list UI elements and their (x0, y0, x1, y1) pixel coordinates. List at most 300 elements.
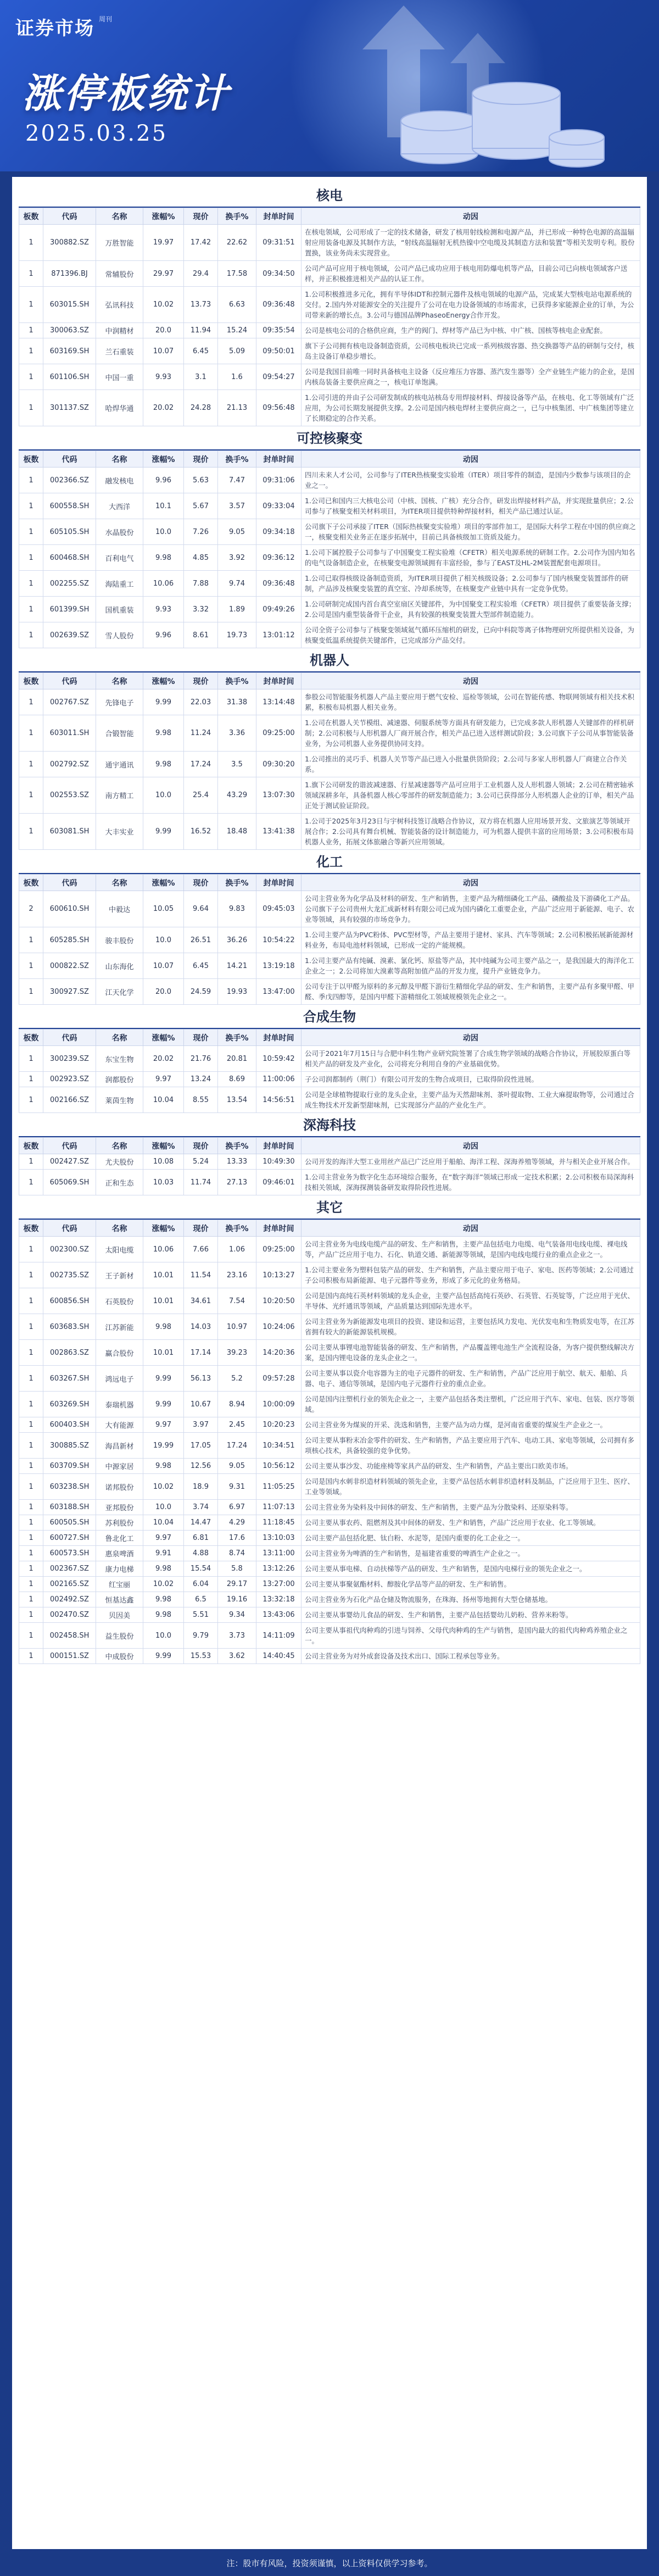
cell-name: 润都股份 (96, 1072, 143, 1087)
cell-time: 13:01:12 (256, 622, 301, 648)
cell-pct: 9.97 (143, 1072, 184, 1087)
column-header: 板数 (19, 208, 43, 225)
table-row (19, 953, 640, 979)
cell-time: 09:25:00 (256, 715, 301, 752)
column-header: 涨幅% (143, 673, 184, 689)
cell-name: 水晶股份 (96, 519, 143, 545)
cell-boards: 1 (19, 777, 43, 814)
cell-price: 26.51 (184, 927, 218, 953)
cell-price: 6.81 (184, 1531, 218, 1546)
cell-pct: 10.0 (143, 1500, 184, 1515)
cell-pct: 10.02 (143, 1577, 184, 1592)
cell-code: 002255.SZ (43, 571, 96, 597)
cell-pct: 10.06 (143, 1237, 184, 1262)
column-header: 封单时间 (256, 451, 301, 468)
column-header: 代码 (43, 208, 96, 225)
column-header: 名称 (96, 208, 143, 225)
cell-name: 亚邦股份 (96, 1500, 143, 1515)
column-header: 现价 (184, 1138, 218, 1154)
column-header: 名称 (96, 875, 143, 891)
cell-reason: 1.公司推出的灵巧手、机器人关节等产品已进入小批量供货阶段；2.公司与多家人形机器人厂商建立合作关系。 (301, 752, 640, 777)
cell-time: 09:56:48 (256, 390, 301, 426)
cell-time: 09:31:06 (256, 468, 301, 493)
table-row (19, 1154, 640, 1170)
cell-boards: 1 (19, 597, 43, 622)
cell-name: 益生股份 (96, 1623, 143, 1649)
cell-turnover: 6.63 (218, 287, 256, 323)
cell-pct: 9.98 (143, 1561, 184, 1577)
table-row (19, 814, 640, 850)
brand (15, 13, 113, 40)
column-header: 动因 (301, 1030, 640, 1046)
table-row (19, 468, 640, 493)
cell-name: 鲁北化工 (96, 1531, 143, 1546)
cell-code: 002492.SZ (43, 1592, 96, 1607)
cell-boards: 1 (19, 1649, 43, 1664)
table-row (19, 1515, 640, 1531)
cell-reason: 公司专注于以甲醛为原料的多元醇及甲醛下游衍生精细化学品的研发、生产和销售，主要产品有多聚甲醛、甲醛、季戊四醇等，是国内甲醛下游精细化工领域规模领先企业之一。 (301, 979, 640, 1005)
cell-reason: 1.公司下属控股子公司参与了中国聚变工程实验堆（CFETR）相关电源系统的研制工作。2.公司作为国内知名的电气设备制造企业，在核聚变电源领域拥有丰富经验，参与了EAST及HL-2M装置配套电源项目。 (301, 545, 640, 571)
cell-code: 002735.SZ (43, 1262, 96, 1288)
cell-name: 融发核电 (96, 468, 143, 493)
cell-turnover: 5.2 (218, 1366, 256, 1392)
cell-boards: 1 (19, 1340, 43, 1366)
cell-pct: 9.99 (143, 689, 184, 715)
cell-name: 中润精材 (96, 323, 143, 338)
section-title: 其它 (19, 1195, 640, 1220)
cell-name: 东宝生物 (96, 1046, 143, 1072)
stock-table (19, 672, 640, 850)
cell-price: 34.61 (184, 1288, 218, 1314)
column-header: 名称 (96, 1220, 143, 1237)
cell-boards: 1 (19, 571, 43, 597)
cell-reason: 公司是国内高纯石英材料领域的龙头企业，主要产品包括高纯石英砂、石英管、石英锭等，广泛应用于光伏、半导体、光纤通讯等领域，产品质量达到国际先进水平。 (301, 1288, 640, 1314)
cell-boards: 1 (19, 1515, 43, 1531)
cell-pct: 19.99 (143, 1433, 184, 1459)
cell-name: 中源家居 (96, 1459, 143, 1474)
cell-name: 泰瑞机器 (96, 1392, 143, 1417)
table-row (19, 1623, 640, 1649)
cell-code: 000151.SZ (43, 1649, 96, 1664)
cell-price: 9.79 (184, 1623, 218, 1649)
cell-price: 11.24 (184, 715, 218, 752)
cell-reason: 公司主营业务为对外成套设备及技术出口、国际工程承包等业务。 (301, 1649, 640, 1664)
cell-time: 09:45:03 (256, 891, 301, 927)
column-header: 板数 (19, 1220, 43, 1237)
table-row (19, 390, 640, 426)
cell-code: 600403.SH (43, 1417, 96, 1433)
cell-boards: 1 (19, 1417, 43, 1433)
cell-name: 尤夫股份 (96, 1154, 143, 1170)
cell-turnover: 13.54 (218, 1087, 256, 1113)
cell-time: 13:41:38 (256, 814, 301, 850)
column-header: 换手% (218, 673, 256, 689)
cell-turnover: 14.21 (218, 953, 256, 979)
cell-turnover: 31.38 (218, 689, 256, 715)
section-title: 化工 (19, 850, 640, 874)
cell-code: 601106.SH (43, 364, 96, 390)
cell-price: 18.9 (184, 1474, 218, 1500)
cell-name: 常辅股份 (96, 261, 143, 287)
cell-reason: 公司主要从事农药、阻燃剂及其中间体的研发、生产和销售，产品广泛应用于农业、化工等领域。 (301, 1515, 640, 1531)
cell-name: 通宇通讯 (96, 752, 143, 777)
cell-code: 605105.SH (43, 519, 96, 545)
cell-reason: 公司主营业务为电线电缆产品的研发、生产和销售，主要产品包括电力电缆、电气装备用电线电缆、裸电线等，产品广泛应用于电力、石化、轨道交通、新能源等领域，是国内电线电缆行业的重点企业之一。 (301, 1237, 640, 1262)
cell-code: 600573.SH (43, 1546, 96, 1561)
cell-code: 600558.SH (43, 493, 96, 519)
cell-turnover: 18.48 (218, 814, 256, 850)
cell-reason: 公司是国内注塑机行业的领先企业之一，主要产品包括各类注塑机，广泛应用于汽车、家电、包装、医疗等领域。 (301, 1392, 640, 1417)
table-row (19, 571, 640, 597)
cell-turnover: 17.58 (218, 261, 256, 287)
cell-boards: 1 (19, 390, 43, 426)
cell-pct: 10.07 (143, 338, 184, 364)
cell-boards: 2 (19, 891, 43, 927)
cell-time: 13:12:26 (256, 1561, 301, 1577)
cell-time: 13:07:30 (256, 777, 301, 814)
brand-name: 证券市场 (15, 18, 94, 40)
column-header: 涨幅% (143, 208, 184, 225)
stock-table (19, 1220, 640, 1664)
cell-pct: 9.99 (143, 1649, 184, 1664)
cell-turnover: 6.97 (218, 1500, 256, 1515)
table-header-row (19, 673, 640, 689)
cell-boards: 1 (19, 1592, 43, 1607)
cell-code: 002165.SZ (43, 1577, 96, 1592)
cell-boards: 1 (19, 1154, 43, 1170)
cell-name: 万胜智能 (96, 225, 143, 261)
cell-turnover: 5.09 (218, 338, 256, 364)
cell-pct: 9.98 (143, 1314, 184, 1340)
cell-code: 002767.SZ (43, 689, 96, 715)
column-header: 板数 (19, 875, 43, 891)
column-header: 动因 (301, 1138, 640, 1154)
cell-price: 25.4 (184, 777, 218, 814)
section-title: 可控核聚变 (19, 426, 640, 450)
cell-reason: 1.公司主要产品有纯碱、溴素、氯化钙、原盐等产品，其中纯碱为公司主要产品之一，是我国最大的海洋化工企业之一；2.公司将加大溴素等高附加值产品的开发力度，提升产业链竞争力。 (301, 953, 640, 979)
cell-price: 11.74 (184, 1170, 218, 1195)
cell-turnover: 23.16 (218, 1262, 256, 1288)
cell-price: 4.88 (184, 1546, 218, 1561)
cell-turnover: 43.29 (218, 777, 256, 814)
cell-pct: 10.04 (143, 1515, 184, 1531)
table-row (19, 597, 640, 622)
cell-code: 603238.SH (43, 1474, 96, 1500)
cell-pct: 9.91 (143, 1546, 184, 1561)
cell-price: 8.61 (184, 622, 218, 648)
cell-reason: 公司开发的海洋大型工业用丝产品已广泛应用于船舶、海洋工程、深海养殖等领域，并与相关企业开展合作。 (301, 1154, 640, 1170)
cell-name: 苏利股份 (96, 1515, 143, 1531)
cell-reason: 1.公司引进的并由子公司研发制成的核电站核岛专用焊接材料、焊接设备等产品，在核电、化工等领域有广泛应用，为公司长期发展提供支撑。2.公司是国内核电焊材主要供应商之一，已与中核集团、中广核集团等建立了长期稳定的合作关系。 (301, 390, 640, 426)
cell-price: 15.54 (184, 1561, 218, 1577)
cell-code: 601399.SH (43, 597, 96, 622)
cell-turnover: 27.13 (218, 1170, 256, 1195)
column-header: 代码 (43, 875, 96, 891)
cell-price: 10.67 (184, 1392, 218, 1417)
cell-turnover: 9.05 (218, 1459, 256, 1474)
cell-price: 15.53 (184, 1649, 218, 1664)
cell-name: 大有能源 (96, 1417, 143, 1433)
cell-boards: 1 (19, 1433, 43, 1459)
cell-time: 09:31:51 (256, 225, 301, 261)
cell-turnover: 9.34 (218, 1607, 256, 1623)
cell-name: 雪人股份 (96, 622, 143, 648)
table-row (19, 1649, 640, 1664)
cell-boards: 1 (19, 1459, 43, 1474)
cell-code: 002458.SH (43, 1623, 96, 1649)
cell-pct: 9.98 (143, 752, 184, 777)
cell-pct: 9.97 (143, 1531, 184, 1546)
table-row (19, 1459, 640, 1474)
cell-code: 300239.SZ (43, 1046, 96, 1072)
cell-pct: 20.0 (143, 323, 184, 338)
table-row (19, 1433, 640, 1459)
cell-reason: 公司主营业务为染料及中间体的研发、生产和销售，主要产品为分散染料、还原染料等。 (301, 1500, 640, 1515)
cell-reason: 1.公司主营业务为数字化生态环境综合服务，在“数字海洋”领域已形成一定技术积累；2.公司积极布局深海科技相关领域，深海探测装备研发取得阶段性进展。 (301, 1170, 640, 1195)
column-header: 现价 (184, 875, 218, 891)
cell-time: 13:14:48 (256, 689, 301, 715)
cell-time: 09:34:18 (256, 519, 301, 545)
cell-time: 14:56:51 (256, 1087, 301, 1113)
cell-pct: 10.07 (143, 953, 184, 979)
cell-boards: 1 (19, 1561, 43, 1577)
table-row (19, 1262, 640, 1288)
cell-turnover: 19.73 (218, 622, 256, 648)
column-header: 代码 (43, 451, 96, 468)
cell-time: 10:20:50 (256, 1288, 301, 1314)
cell-pct: 10.02 (143, 1474, 184, 1500)
cell-turnover: 22.62 (218, 225, 256, 261)
cell-boards: 1 (19, 225, 43, 261)
cell-pct: 20.0 (143, 979, 184, 1005)
cell-time: 09:36:48 (256, 571, 301, 597)
table-row (19, 1500, 640, 1515)
cell-price: 3.1 (184, 364, 218, 390)
cell-boards: 1 (19, 338, 43, 364)
cell-code: 300885.SZ (43, 1433, 96, 1459)
cell-time: 10:56:12 (256, 1459, 301, 1474)
cell-turnover: 9.05 (218, 519, 256, 545)
cell-reason: 公司主营业务为啤酒的生产和销售，是福建省重要的啤酒生产企业之一。 (301, 1546, 640, 1561)
column-header: 板数 (19, 1138, 43, 1154)
page-title: 涨停板统计 (22, 70, 231, 116)
column-header: 代码 (43, 1138, 96, 1154)
section-title: 深海科技 (19, 1113, 640, 1137)
cell-pct: 9.98 (143, 545, 184, 571)
column-header: 现价 (184, 1030, 218, 1046)
cell-pct: 9.98 (143, 1607, 184, 1623)
cell-time: 13:43:06 (256, 1607, 301, 1623)
cell-boards: 1 (19, 1531, 43, 1546)
cell-pct: 9.93 (143, 597, 184, 622)
cell-name: 大丰实业 (96, 814, 143, 850)
cell-pct: 20.02 (143, 1046, 184, 1072)
cell-boards: 1 (19, 752, 43, 777)
column-header: 名称 (96, 1030, 143, 1046)
cell-code: 002300.SZ (43, 1237, 96, 1262)
cell-turnover: 20.81 (218, 1046, 256, 1072)
footer-note: 注：股市有风险，投资须谨慎，以上资料仅供学习参考。 (226, 2558, 433, 2568)
cell-name: 山东海化 (96, 953, 143, 979)
table-row (19, 1577, 640, 1592)
cell-code: 603015.SH (43, 287, 96, 323)
cell-name: 国机重装 (96, 597, 143, 622)
stock-table (19, 208, 640, 426)
report-date: 2025.03.25 (25, 121, 168, 146)
cell-name: 江苏新能 (96, 1314, 143, 1340)
cell-turnover: 15.24 (218, 323, 256, 338)
column-header: 代码 (43, 1030, 96, 1046)
table-row (19, 927, 640, 953)
table-row (19, 261, 640, 287)
cell-pct: 9.96 (143, 468, 184, 493)
cell-turnover: 17.24 (218, 1433, 256, 1459)
cell-price: 3.74 (184, 1500, 218, 1515)
cell-reason: 1.公司主要产品为PVC粉体、PVC型材等，产品主要用于建材、家具、汽车等领域；2.公司积极拓展新能源材料业务，布局电池材料领域，已形成一定的产能规模。 (301, 927, 640, 953)
cell-name: 大西洋 (96, 493, 143, 519)
cell-code: 600610.SH (43, 891, 96, 927)
table-row (19, 1170, 640, 1195)
cell-reason: 公司于2021年7月15日与合肥中科生物产业研究院签署了合成生物学领域的战略合作协议，开展胶原蛋白等相关产品的研发及产业化，公司将充分利用自身的产业基础优势。 (301, 1046, 640, 1072)
table-row (19, 1237, 640, 1262)
cell-time: 09:57:28 (256, 1366, 301, 1392)
cell-code: 603169.SH (43, 338, 96, 364)
cell-boards: 1 (19, 364, 43, 390)
cell-name: 红宝丽 (96, 1577, 143, 1592)
cell-time: 09:34:50 (256, 261, 301, 287)
cell-pct: 9.96 (143, 622, 184, 648)
cell-reason: 公司主要从事电梯、自动扶梯等产品的研发、生产和销售，是国内电梯行业的领先企业之一。 (301, 1561, 640, 1577)
cell-time: 10:13:27 (256, 1262, 301, 1288)
table-row (19, 1607, 640, 1623)
cell-reason: 1.公司积极推进多元化，拥有半导体IDT和控制元器件及核电领域的电源产品，完成某大型核电站电源系统的交付。2.国内外对能源安全的关注提升了公司在电力设备领域的市场需求，已获得多家能源企业的订单，为公司带来新的增长点。3.公司与德国品牌PhaseoEnergy合作开发。 (301, 287, 640, 323)
column-header: 名称 (96, 673, 143, 689)
cell-name: 莱茵生物 (96, 1087, 143, 1113)
cell-reason: 1.公司主要业务为塑料包装产品的研发、生产和销售，产品主要应用于电子、家电、医药等领域；2.公司通过子公司积极布局新能源、电子元器件等业务，形成了多元化的业务格局。 (301, 1262, 640, 1288)
table-row (19, 1314, 640, 1340)
cell-code: 002427.SZ (43, 1154, 96, 1170)
cell-price: 11.54 (184, 1262, 218, 1288)
column-header: 现价 (184, 451, 218, 468)
cell-turnover: 3.57 (218, 493, 256, 519)
cell-time: 11:05:25 (256, 1474, 301, 1500)
column-header: 板数 (19, 451, 43, 468)
cell-pct: 10.0 (143, 519, 184, 545)
table-row (19, 364, 640, 390)
cell-time: 09:35:54 (256, 323, 301, 338)
table-row (19, 1392, 640, 1417)
cell-boards: 1 (19, 1392, 43, 1417)
column-header: 涨幅% (143, 1220, 184, 1237)
section-title: 核电 (19, 183, 640, 208)
cell-name: 百利电气 (96, 545, 143, 571)
column-header: 代码 (43, 1220, 96, 1237)
cell-boards: 1 (19, 1237, 43, 1262)
cell-pct: 10.1 (143, 493, 184, 519)
cell-pct: 10.02 (143, 287, 184, 323)
cell-price: 56.13 (184, 1366, 218, 1392)
cell-reason: 公司主要从事沙发、功能座椅等家具产品的研发、生产和销售，产品主要出口欧美市场。 (301, 1459, 640, 1474)
cell-boards: 1 (19, 1087, 43, 1113)
column-header: 封单时间 (256, 1220, 301, 1237)
cell-turnover: 1.89 (218, 597, 256, 622)
cell-boards: 1 (19, 1577, 43, 1592)
cell-reason: 公司主要从事以瓷介电容器为主的电子元器件的研发、生产和销售，产品广泛应用于航空、航天、船舶、兵器、电子、通信等领域，是国内电子元器件行业的重点企业。 (301, 1366, 640, 1392)
cell-code: 603188.SH (43, 1500, 96, 1515)
cell-time: 13:27:00 (256, 1577, 301, 1592)
cell-name: 正和生态 (96, 1170, 143, 1195)
cell-price: 14.03 (184, 1314, 218, 1340)
cell-time: 10:59:42 (256, 1046, 301, 1072)
cell-name: 中国一重 (96, 364, 143, 390)
cell-name: 骏丰股份 (96, 927, 143, 953)
column-header: 动因 (301, 875, 640, 891)
cell-turnover: 36.26 (218, 927, 256, 953)
cell-turnover: 9.74 (218, 571, 256, 597)
cell-reason: 子公司润都制药（荆门）有限公司开发的生物合成项目，已取得阶段性进展。 (301, 1072, 640, 1087)
cell-time: 10:20:23 (256, 1417, 301, 1433)
cell-price: 5.24 (184, 1154, 218, 1170)
cell-code: 002639.SZ (43, 622, 96, 648)
table-row (19, 1417, 640, 1433)
cell-code: 603709.SH (43, 1459, 96, 1474)
cell-reason: 公司是全球植物提取行业的龙头企业，主要产品为天然甜味剂、茶叶提取物、工业大麻提取物等，公司通过合成生物技术开发新型甜味剂，已实现部分产品的产业化生产。 (301, 1087, 640, 1113)
cell-reason: 在核电领域，公司形成了一定的技术储备，研发了核用射线检测和电源产品，并已形成一种特色电源的高温辐射应用装备电源及其制作方法，“射线高温辐射无机热镍中空电缆及其制造方法和装置”等相关发明专利。股份置换，该业务尚未实现营业。 (301, 225, 640, 261)
table-header-row (19, 875, 640, 891)
table-header-row (19, 1030, 640, 1046)
cell-reason: 公司主要从事锂电池智能装备的研发、生产和销售，产品覆盖锂电池生产全流程设备，为客户提供整线解决方案，是国内锂电设备的龙头企业之一。 (301, 1340, 640, 1366)
cell-code: 002553.SZ (43, 777, 96, 814)
cell-turnover: 17.6 (218, 1531, 256, 1546)
cell-time: 09:36:48 (256, 287, 301, 323)
column-header: 涨幅% (143, 1138, 184, 1154)
cell-turnover: 9.31 (218, 1474, 256, 1500)
cell-code: 603011.SH (43, 715, 96, 752)
cell-boards: 1 (19, 1366, 43, 1392)
column-header: 现价 (184, 208, 218, 225)
column-header: 封单时间 (256, 1138, 301, 1154)
cell-time: 11:00:06 (256, 1072, 301, 1087)
cell-boards: 1 (19, 1546, 43, 1561)
stock-table (19, 874, 640, 1005)
cell-name: 弘讯科技 (96, 287, 143, 323)
cell-price: 6.45 (184, 338, 218, 364)
cell-turnover: 8.74 (218, 1546, 256, 1561)
cell-price: 17.14 (184, 1340, 218, 1366)
cell-time: 13:10:03 (256, 1531, 301, 1546)
table-row (19, 338, 640, 364)
cell-code: 002863.SZ (43, 1340, 96, 1366)
cell-turnover: 5.8 (218, 1561, 256, 1577)
cell-price: 13.73 (184, 287, 218, 323)
cell-boards: 1 (19, 622, 43, 648)
cell-pct: 10.08 (143, 1154, 184, 1170)
cell-name: 哈焊华通 (96, 390, 143, 426)
cell-price: 7.66 (184, 1237, 218, 1262)
cell-code: 603267.SH (43, 1366, 96, 1392)
cell-time: 09:36:12 (256, 545, 301, 571)
cell-boards: 1 (19, 519, 43, 545)
cell-boards: 1 (19, 1474, 43, 1500)
cell-pct: 10.0 (143, 927, 184, 953)
cell-price: 3.97 (184, 1417, 218, 1433)
cell-code: 600468.SH (43, 545, 96, 571)
cell-code: 871396.BJ (43, 261, 96, 287)
cell-boards: 1 (19, 468, 43, 493)
cell-code: 002470.SZ (43, 1607, 96, 1623)
cell-code: 300063.SZ (43, 323, 96, 338)
cell-time: 09:49:26 (256, 597, 301, 622)
